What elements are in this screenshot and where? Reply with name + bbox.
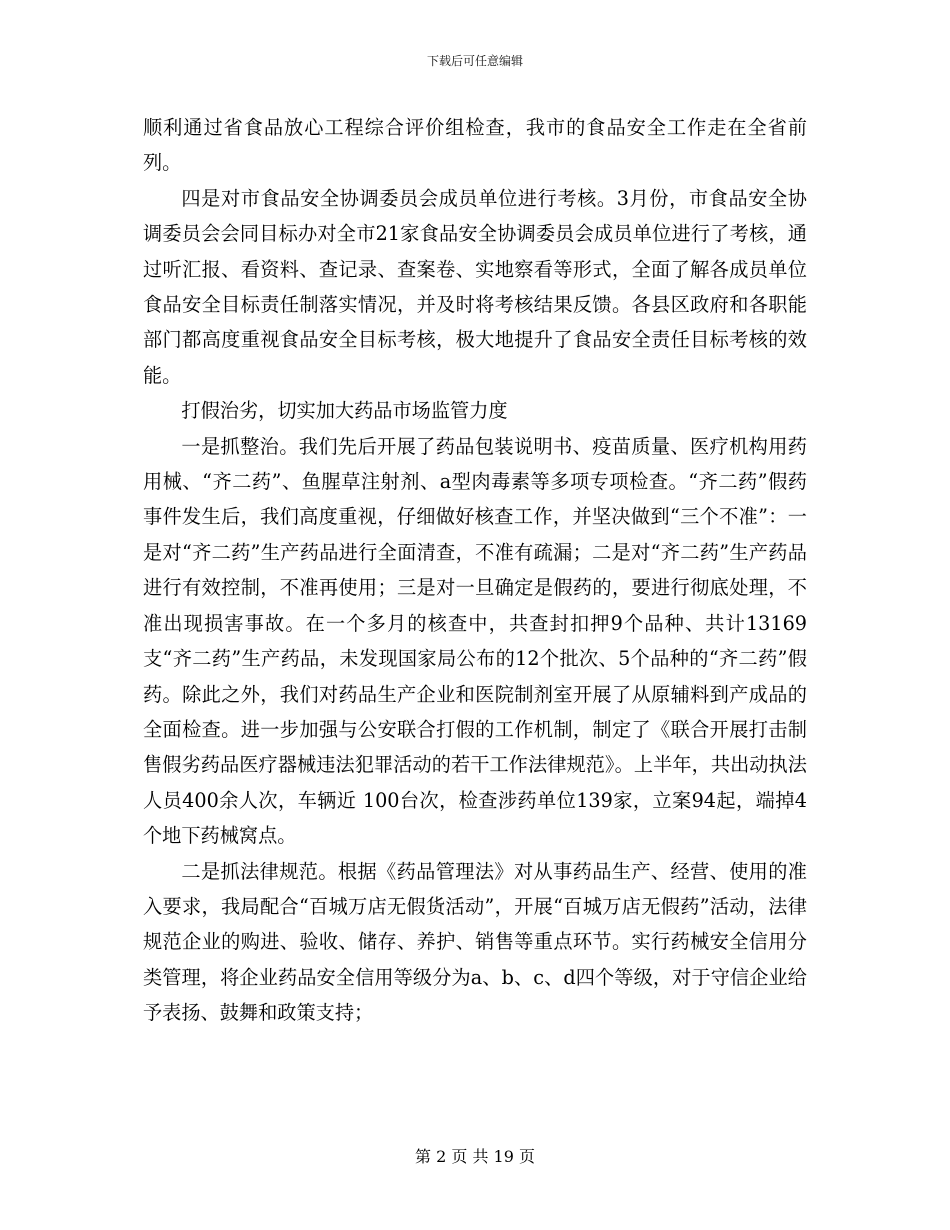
page-number: 第 2 页 共 19 页 (415, 1147, 535, 1166)
page-header-note: 下载后可任意编辑 (426, 54, 523, 68)
paragraph-continuation: 顺利通过省食品放心工程综合评价组检查，我市的食品安全工作走在全省前列。 (143, 116, 807, 175)
paragraph-rectification: 一是抓整治。我们先后开展了药品包装说明书、疫苗质量、医疗机构用药用械、“齐二药”、鱼腥草注射剂、a型肉毒素等多项专项检查。“齐二药”假药事件发生后，我们高度重视，仔细做好核查工作，并坚决做到“三个不准”：一是对“齐二药”生产药品进行全面清查，不准有疏漏；二是对“齐二药”生产药品进行有效控制，不准再使用；三是对一旦确定是假药的，要进行彻底处理，不准出现损害事故。在一个多月的核查中，共查封扣押9个品种、共计13169支“齐二药”生产药品，未发现国家局公布的12个批次、5个品种的“齐二药”假药。除此之外，我们对药品生产企业和医院制剂室开展了从原辅料到产成品的全面检查。进一步加强与公安联合打假的工作机制，制定了《联合开展打击制售假劣药品医疗器械违法犯罪活动的若干工作法律规范》。上半年，共出动执法人员400余人次，车辆近 100台次，检查涉药单位139家，立案94起，端掉4个地下药械窝点。 (143, 434, 807, 848)
paragraph-assessment: 四是对市食品安全协调委员会成员单位进行考核。3月份，市食品安全协调委员会会同目标办对全市21家食品安全协调委员会成员单位进行了考核，通过听汇报、看资料、查记录、查案卷、实地察看等形式，全面了解各成员单位食品安全目标责任制落实情况，并及时将考核结果反馈。各县区政府和各职能部门都高度重视食品安全目标考核，极大地提升了食品安全责任目标考核的效能。 (143, 186, 807, 387)
paragraph-legal-standards: 二是抓法律规范。根据《药品管理法》对从事药品生产、经营、使用的准入要求，我局配合“百城万店无假货活动”，开展“百城万店无假药”活动，法律规范企业的购进、验收、储存、养护、销售等重点环节。实行药械安全信用分类管理，将企业药品安全信用等级分为a、b、c、d四个等级，对于守信企业给予表扬、鼓舞和政策支持； (143, 859, 807, 1025)
section-heading-drug-supervision: 打假治劣，切实加大药品市场监管力度 (181, 399, 508, 423)
document-body (143, 110, 807, 1031)
